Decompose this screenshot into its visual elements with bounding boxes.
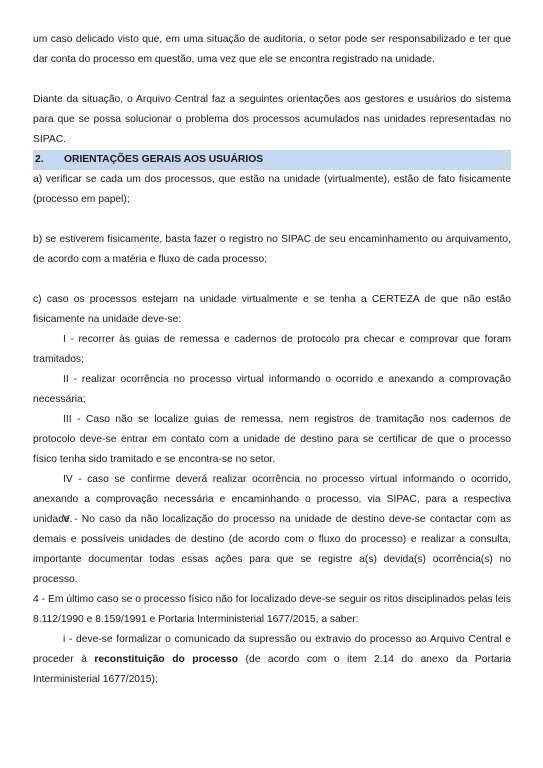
section-heading <box>33 150 511 170</box>
item-c-v-paragraph: V - No caso da não localização do processo na unidade de destino deve-se contactar com as demais e possíveis unidades de destino (de acordo com o fluxo do processo) e realizar a consulta, importante documentar todas essas ações para que se registre a(s) devida(s) ocorrência(s) no processo. <box>33 514 511 585</box>
item-4-i-text-start: i - deve-se formalizar o comunicado da supressão ou extravio do processo ao Arquivo Central e proceder à <box>33 634 511 665</box>
section-title: ORIENTAÇÕES GERAIS AOS USUÁRIOS <box>64 154 264 165</box>
item-c-iv-paragraph: IV - caso se confirme deverá realizar ocorrência no processo virtual informando o ocorrido, anexando a comprovação necessária e encaminhando o processo, via SIPAC, para a respectiva unidade. <box>33 474 511 525</box>
item-c-paragraph: c) caso os processos estejam na unidade virtualmente e se tenha a CERTEZA de que não estão fisicamente na unidade deve-se: <box>33 294 511 325</box>
item-4-paragraph: 4 - Em último caso se o processo físico não for localizado deve-se seguir os ritos disciplinados pelas leis 8.112/1990 e 8.159/1991 e Portaria Interministerial 1677/2015, a saber: <box>33 594 511 625</box>
diante-paragraph: Diante da situação, o Arquivo Central faz a seguintes orientações aos gestores e usuários do sistema para que se possa solucionar o problema dos processos acumulados nas unidades representadas no SIPAC. <box>33 94 511 145</box>
item-4-i-bold-text: reconstituição do processo <box>94 654 239 665</box>
intro-continuation-paragraph: um caso delicado visto que, em uma situação de auditoria, o setor pode ser responsabilizado e ter que dar conta do processo em questão, uma vez que ele se encontra registrado na unidade. <box>33 34 511 65</box>
item-a-paragraph: a) verificar se cada um dos processos, que estão na unidade (virtualmente), estão de fato fisicamente (processo em papel); <box>33 174 511 205</box>
item-c-ii-paragraph: II - realizar ocorrência no processo virtual informando o ocorrido e anexando a comprovação necessária; <box>33 374 511 405</box>
item-c-iii-paragraph: III - Caso não se localize guias de remessa, nem registros de tramitação nos cadernos de protocolo deve-se entrar em contato com a unidade de destino para se certificar de que o processo físico tenha sido tramitado e se encontra-se no setor. <box>33 414 511 465</box>
item-c-i-paragraph: I - recorrer às guias de remessa e cadernos de protocolo pra checar e comprovar que foram tramitados; <box>33 334 511 365</box>
item-4-i-paragraph <box>33 630 511 690</box>
section-number: 2. <box>35 154 44 165</box>
item-4-i-text-end: (de acordo com o item 2.14 do anexo da Portaria Interministerial 1677/2015); <box>33 654 511 685</box>
item-b-paragraph: b) se estiverem fisicamente, basta fazer o registro no SIPAC de seu encaminhamento ou arquivamento, de acordo com a matéria e fluxo de cada processo; <box>33 234 511 265</box>
